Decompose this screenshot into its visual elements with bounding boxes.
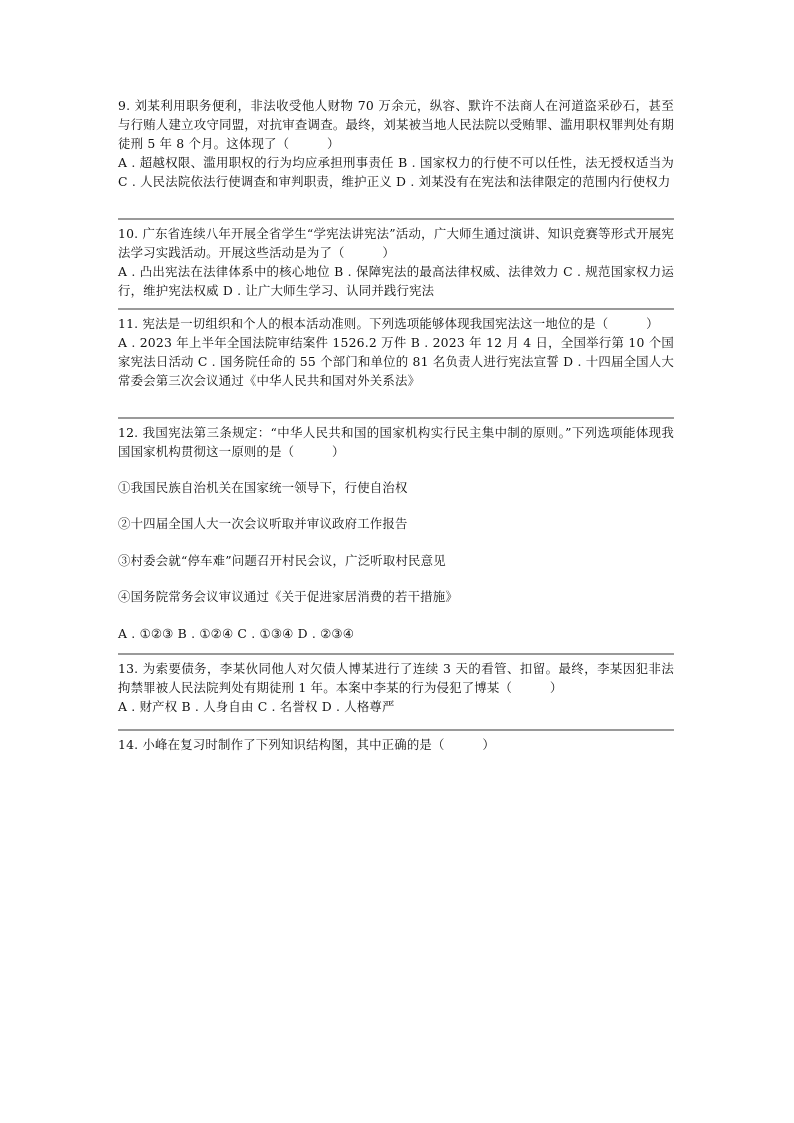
- question-13-options: A . 财产权 B . 人身自由 C . 名誉权 D . 人格尊严: [118, 699, 395, 714]
- question-12-stem: 12. 我国宪法第三条规定：“中华人民共和国的国家机构实行民主集中制的原则。”下列选项能体现我国国家机构贯彻这一原则的是（ ）: [118, 425, 674, 459]
- question-12-item-2: ②十四届全国人大一次会议听取并审议政府工作报告: [118, 516, 408, 531]
- question-13: [118, 659, 674, 716]
- divider: [118, 218, 674, 220]
- question-12-options: A . ①②③ B . ①②④ C . ①③④ D . ②③④: [118, 626, 355, 641]
- question-14-stem: 14. 小峰在复习时制作了下列知识结构图，其中正确的是（ ）: [118, 737, 495, 752]
- question-12-item-1: ①我国民族自治机关在国家统一领导下，行使自治权: [118, 480, 408, 495]
- question-12: [118, 423, 674, 461]
- question-13-stem: 13. 为索要债务，李某伙同他人对欠债人博某进行了连续 3 天的看管、扣留。最终，李某因犯非法拘禁罪被人民法院判处有期徒刑 1 年。本案中李某的行为侵犯了博某（ ）: [118, 661, 674, 695]
- question-10: [118, 224, 674, 300]
- question-9: [118, 96, 674, 191]
- question-10-options: A . 凸出宪法在法律体系中的核心地位 B . 保障宪法的最高法律权威、法律效力 C . 规范国家权力运行，维护宪法权威 D . 让广大师生学习、认同并践行宪法: [118, 264, 674, 298]
- divider: [118, 417, 674, 419]
- divider: [118, 653, 674, 655]
- divider: [118, 308, 674, 310]
- question-10-stem: 10. 广东省连续八年开展全省学生“学宪法讲宪法”活动，广大师生通过演讲、知识竞赛等形式开展宪法学习实践活动。开展这些活动是为了（ ）: [118, 226, 674, 260]
- question-12-item-4: ④国务院常务会议审议通过《关于促进家居消费的若干措施》: [118, 589, 458, 604]
- question-12-item-3: ③村委会就“停车难”问题召开村民会议，广泛听取村民意见: [118, 553, 446, 568]
- question-9-stem: 9. 刘某利用职务便利，非法收受他人财物 70 万余元，纵容、默许不法商人在河道盗采砂石，甚至与行贿人建立攻守同盟，对抗审查调查。最终，刘某被当地人民法院以受贿罪、滥用职权罪判处有期徒刑 5 年 8 个月。这体现了（ ）: [118, 98, 674, 151]
- question-14: [118, 735, 674, 754]
- question-11: [118, 314, 674, 390]
- question-11-options: A . 2023 年上半年全国法院审结案件 1526.2 万件 B . 2023 年 12 月 4 日，全国举行第 10 个国家宪法日活动 C . 国务院任命的 55 个部门和单位的 81 名负责人进行宪法宣誓 D . 十四届全国人大常委会第三次会议通过《中华人民共和国对外关系法》: [118, 335, 674, 388]
- question-11-stem: 11. 宪法是一切组织和个人的根本活动准则。下列选项能够体现我国宪法这一地位的是（ ）: [118, 316, 659, 331]
- divider: [118, 729, 674, 731]
- question-9-options: A . 超越权限、滥用职权的行为均应承担刑事责任 B . 国家权力的行使不可以任性，法无授权适当为 C . 人民法院依法行使调查和审判职责，维护正义 D . 刘某没有在宪法和法律限定的范围内行使权力: [118, 155, 674, 189]
